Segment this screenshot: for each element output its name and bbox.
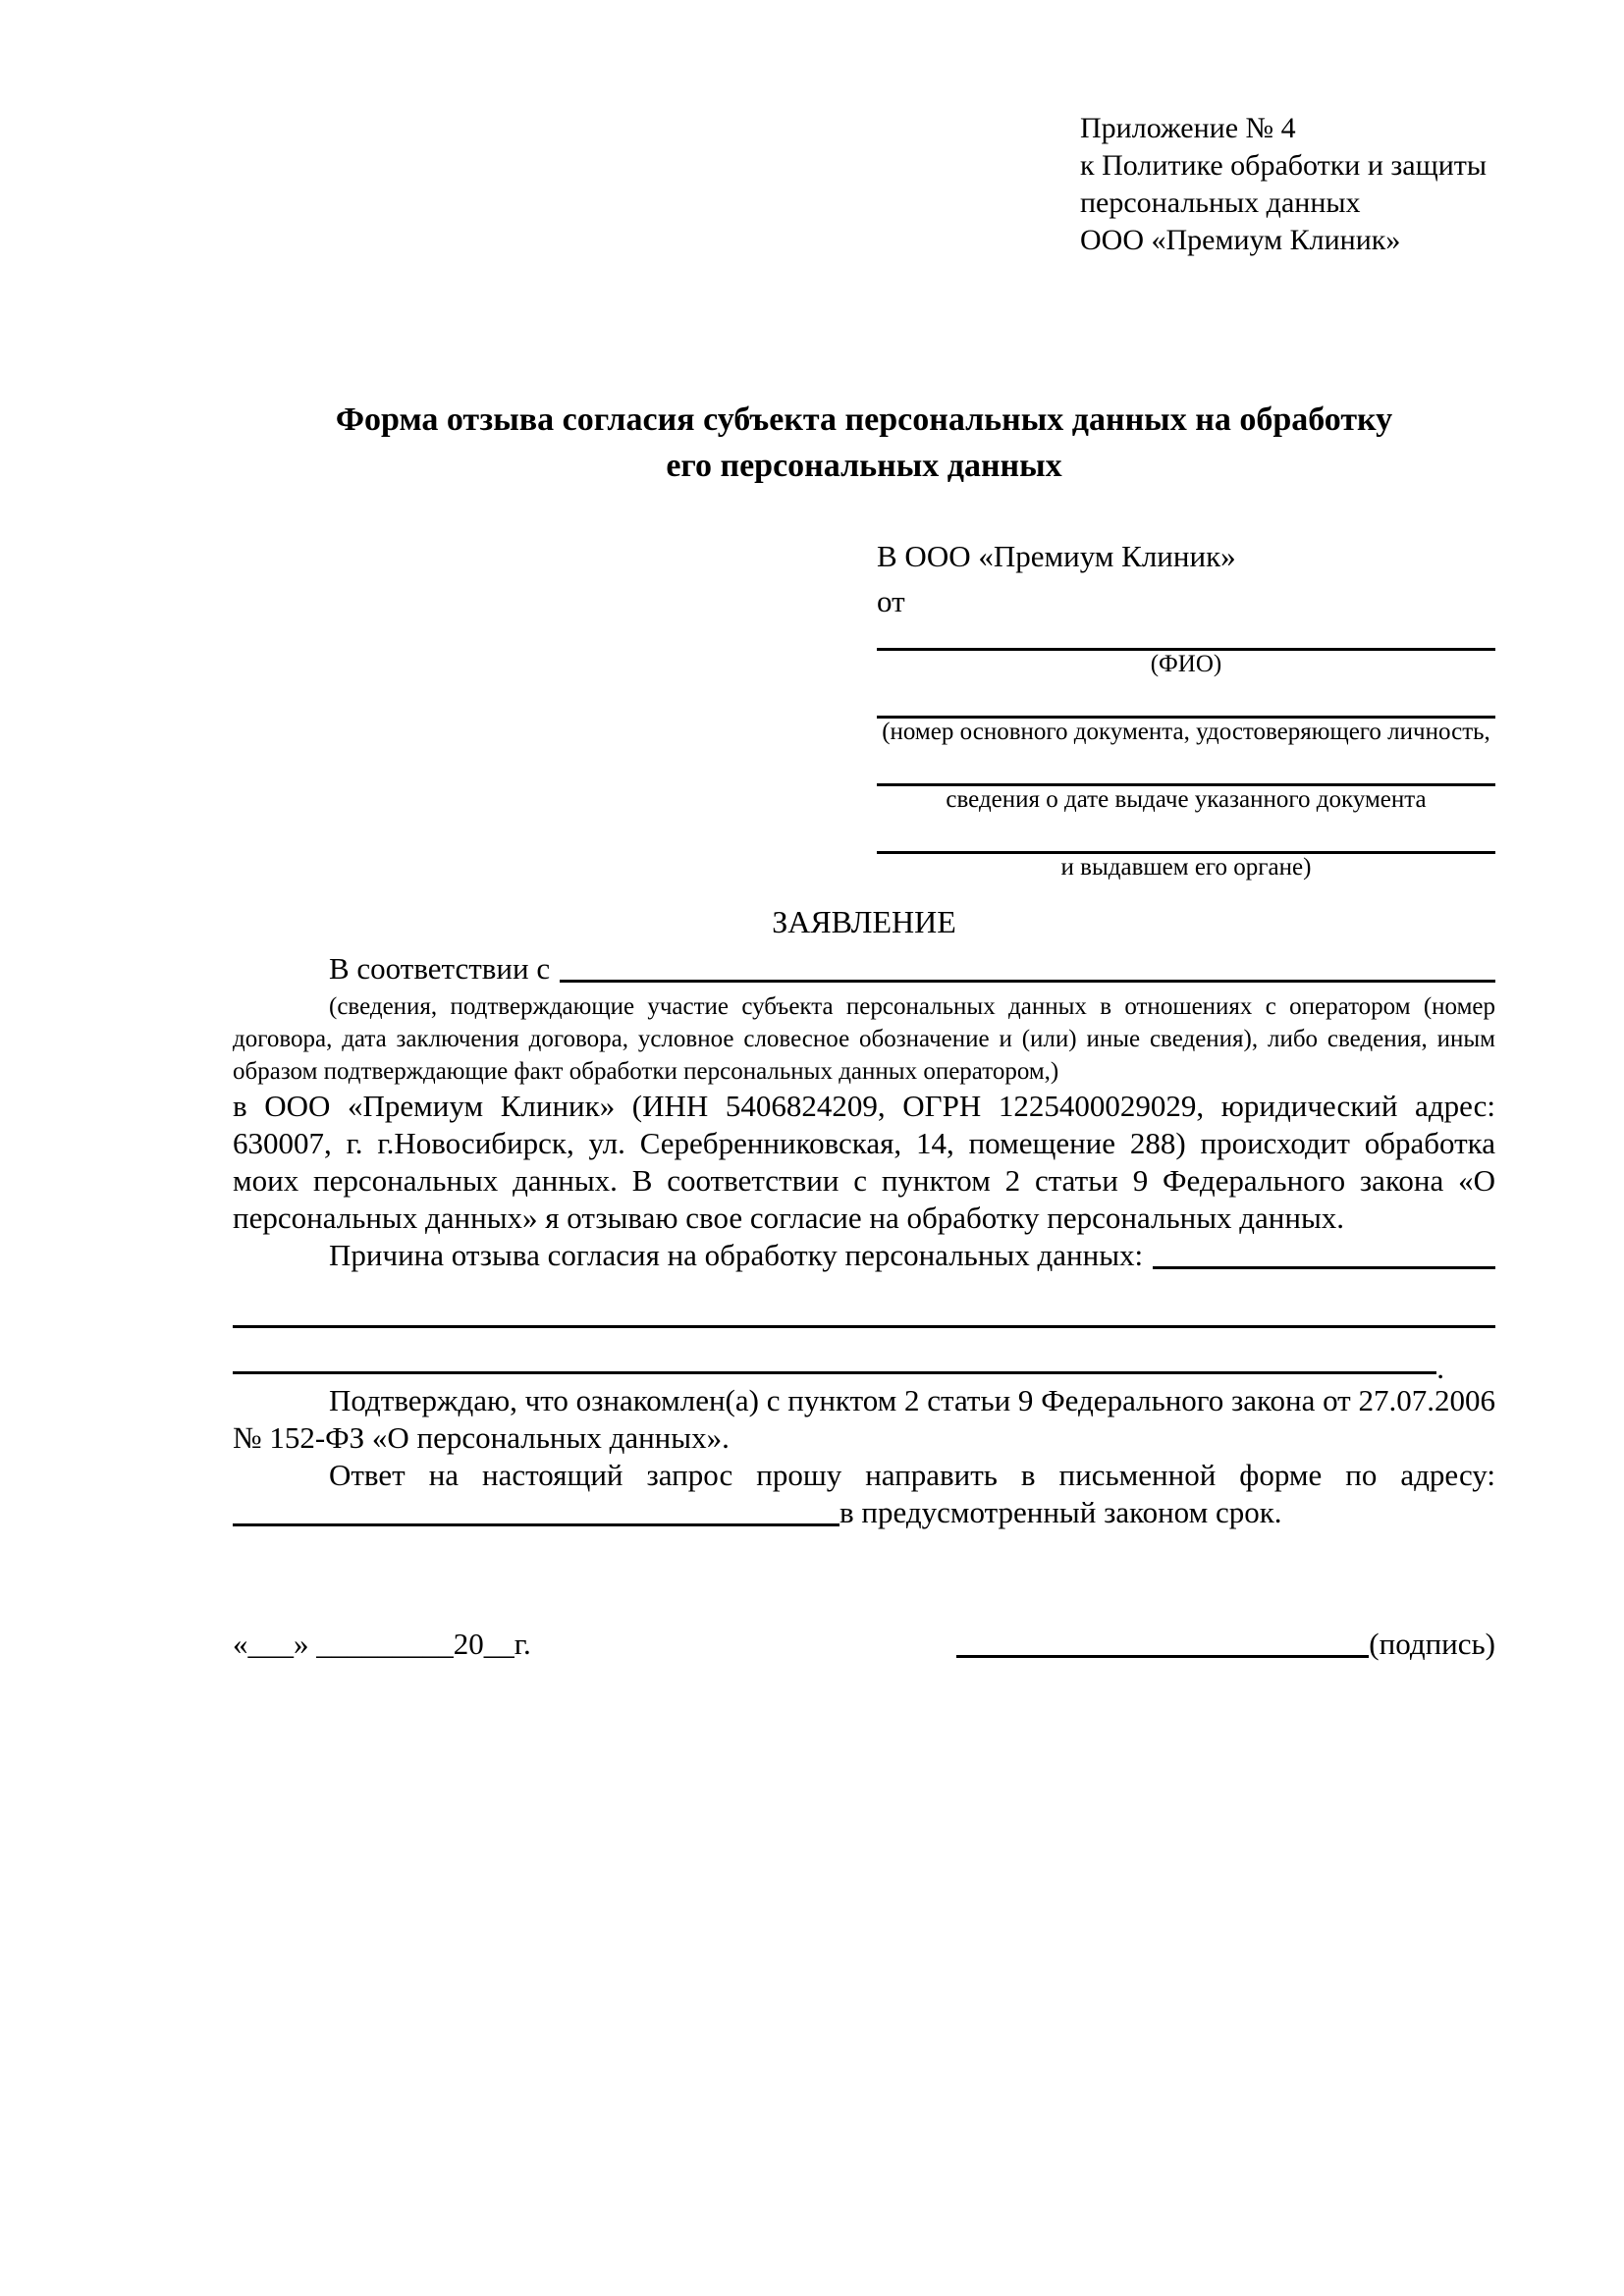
reply-address-blank-line <box>233 1523 839 1526</box>
annex-block <box>1080 110 1495 259</box>
signature-group <box>956 1626 1495 1663</box>
doc-issuer-blank-line <box>877 828 1495 854</box>
fio-blank-line <box>877 624 1495 651</box>
addressee-from-label: от <box>877 584 905 618</box>
doc-number-blank-line <box>877 692 1495 719</box>
document-title-line-2: его персональных данных <box>666 448 1062 484</box>
document-title <box>233 397 1495 489</box>
signature-row <box>233 1626 1495 1663</box>
reason-blank-line-3-row <box>233 1351 1444 1385</box>
doc-issue-date-caption: сведения о дате выдаче указанного документа <box>946 786 1427 813</box>
reason-period: . <box>1436 1351 1444 1385</box>
doc-issuer-caption: и выдавшем его органе) <box>1060 854 1312 881</box>
intro-prefix: В соответствии с <box>329 951 551 986</box>
doc-issue-date-blank-line <box>877 760 1495 786</box>
confirmation-paragraph: Подтверждаю, что ознакомлен(а) с пунктом 2 статьи 9 Федерального закона от 27.07.2006 № 152-ФЗ «О персональных данных». <box>233 1383 1495 1455</box>
signature-caption: (подпись) <box>1369 1627 1495 1661</box>
reply-address-line <box>233 1494 1495 1531</box>
reason-prefix: Причина отзыва согласия на обработку персональных данных: <box>329 1238 1144 1272</box>
annex-line-3: персональных данных <box>1080 187 1361 219</box>
intro-line <box>233 950 1495 988</box>
doc-number-caption: (номер основного документа, удостоверяющего личность, <box>882 719 1490 745</box>
annex-line-2: к Политике обработки и защиты <box>1080 149 1488 182</box>
page-content <box>233 0 1495 1663</box>
statement-heading: ЗАЯВЛЕНИЕ <box>772 904 956 939</box>
annex-line-1: Приложение № 4 <box>1080 112 1296 144</box>
signature-blank-line <box>956 1655 1369 1658</box>
addressee-block <box>877 534 1495 881</box>
reason-line <box>233 1237 1495 1274</box>
intro-blank-line <box>560 980 1495 983</box>
document-title-line-1: Форма отзыва согласия субъекта персональных данных на обработку <box>335 401 1393 438</box>
intro-footnote: (сведения, подтверждающие участие субъекта персональных данных в отношениях с оператором (номер договора, дата заключения договора, условное словесное обозначение и (или) иные сведения), либо сведения, иным образом подтверждающие факт обработки персональных данных оператором,) <box>233 993 1495 1085</box>
annex-line-4: ООО «Премиум Клиник» <box>1080 224 1401 256</box>
reply-request-paragraph: Ответ на настоящий запрос прошу направить в письменной форме по адресу: <box>329 1458 1495 1492</box>
reason-blank-line-2 <box>233 1325 1495 1328</box>
reply-suffix: в предусмотренный законом срок. <box>839 1495 1282 1529</box>
statement-body: в ООО «Премиум Клиник» (ИНН 5406824209, ОГРН 1225400029029, юридический адрес: 630007, г. г.Новосибирск, ул. Серебренниковская, 14, помещение 288) происходит обработка моих персональных данных. В соответствии с пунктом 2 статьи 9 Федерального закона «О персональных данных» я отзываю свое согласие на обработку персональных данных. <box>233 1089 1495 1235</box>
date-blank: «___» _________20__г. <box>233 1627 531 1661</box>
reason-blank-line-3 <box>233 1371 1436 1374</box>
fio-caption: (ФИО) <box>1150 651 1222 677</box>
reason-blank-line <box>1153 1266 1495 1269</box>
addressee-to: В ООО «Премиум Клиник» <box>877 539 1236 573</box>
